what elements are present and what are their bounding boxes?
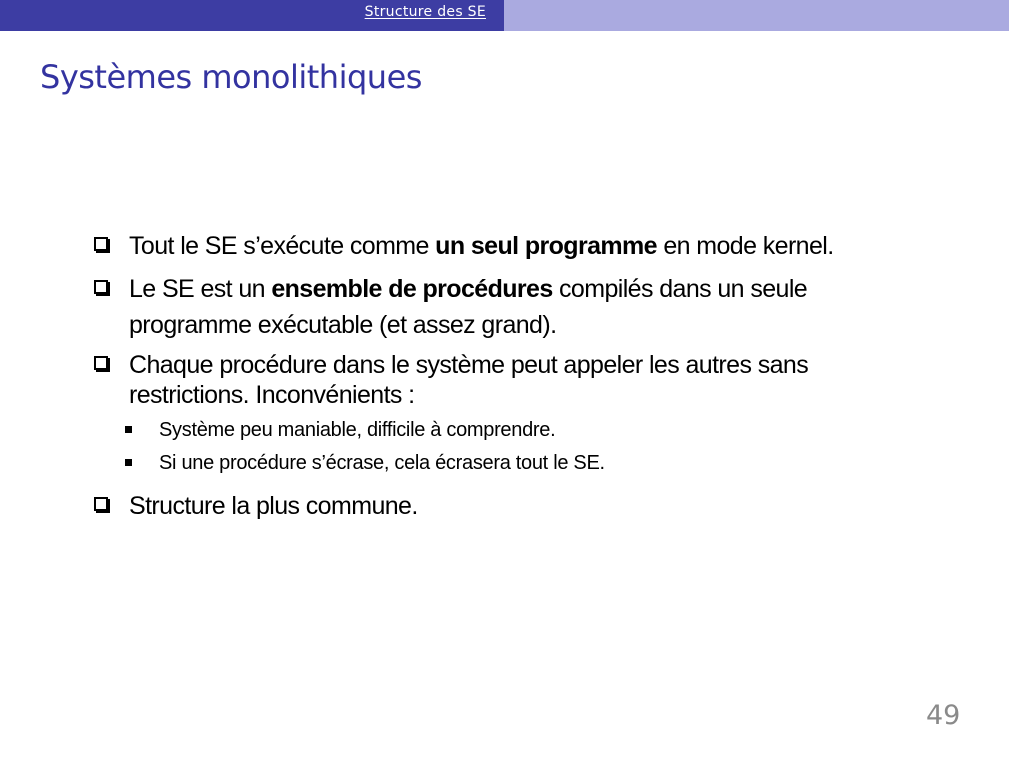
bullet-item xyxy=(92,350,922,410)
sub-bullet-text: Système peu maniable, difficile à comprendre. xyxy=(159,419,556,441)
checkbox-icon xyxy=(94,280,108,294)
page-number: 49 xyxy=(926,700,961,731)
checkbox-icon xyxy=(94,497,108,511)
bullet-text: Tout le SE s’exécute comme xyxy=(129,232,436,260)
header-bar xyxy=(0,0,1009,31)
sub-bullet-text: Si une procédure s’écrase, cela écrasera tout le SE. xyxy=(159,452,605,474)
bullet-bold-text: un seul programme xyxy=(435,232,657,260)
section-title[interactable]: Structure des SE xyxy=(364,4,486,20)
slide-title: Systèmes monolithiques xyxy=(40,58,422,96)
bullet-text: Le SE est un xyxy=(129,275,272,303)
bullet-item xyxy=(92,488,922,524)
sub-bullet-item xyxy=(92,447,922,480)
bullet-text: en mode kernel. xyxy=(656,232,834,260)
bullet-item xyxy=(92,228,922,264)
bullet-bold-text: ensemble de procédures xyxy=(271,275,553,303)
header-bar-right xyxy=(504,0,1009,31)
square-bullet-icon xyxy=(125,426,132,433)
bullet-text: Structure la plus commune. xyxy=(129,492,418,520)
checkbox-icon xyxy=(94,356,108,370)
checkbox-icon xyxy=(94,237,108,251)
slide-content xyxy=(92,228,922,524)
bullet-text: compilés dans un seule programme exécutable (et assez grand). xyxy=(129,275,808,339)
bullet-item xyxy=(92,271,922,343)
header-bar-left xyxy=(0,0,504,31)
sub-bullet-item xyxy=(92,414,922,447)
square-bullet-icon xyxy=(125,459,132,466)
bullet-text: Chaque procédure dans le système peut appeler les autres sans restrictions. Inconvénients : xyxy=(129,351,809,409)
